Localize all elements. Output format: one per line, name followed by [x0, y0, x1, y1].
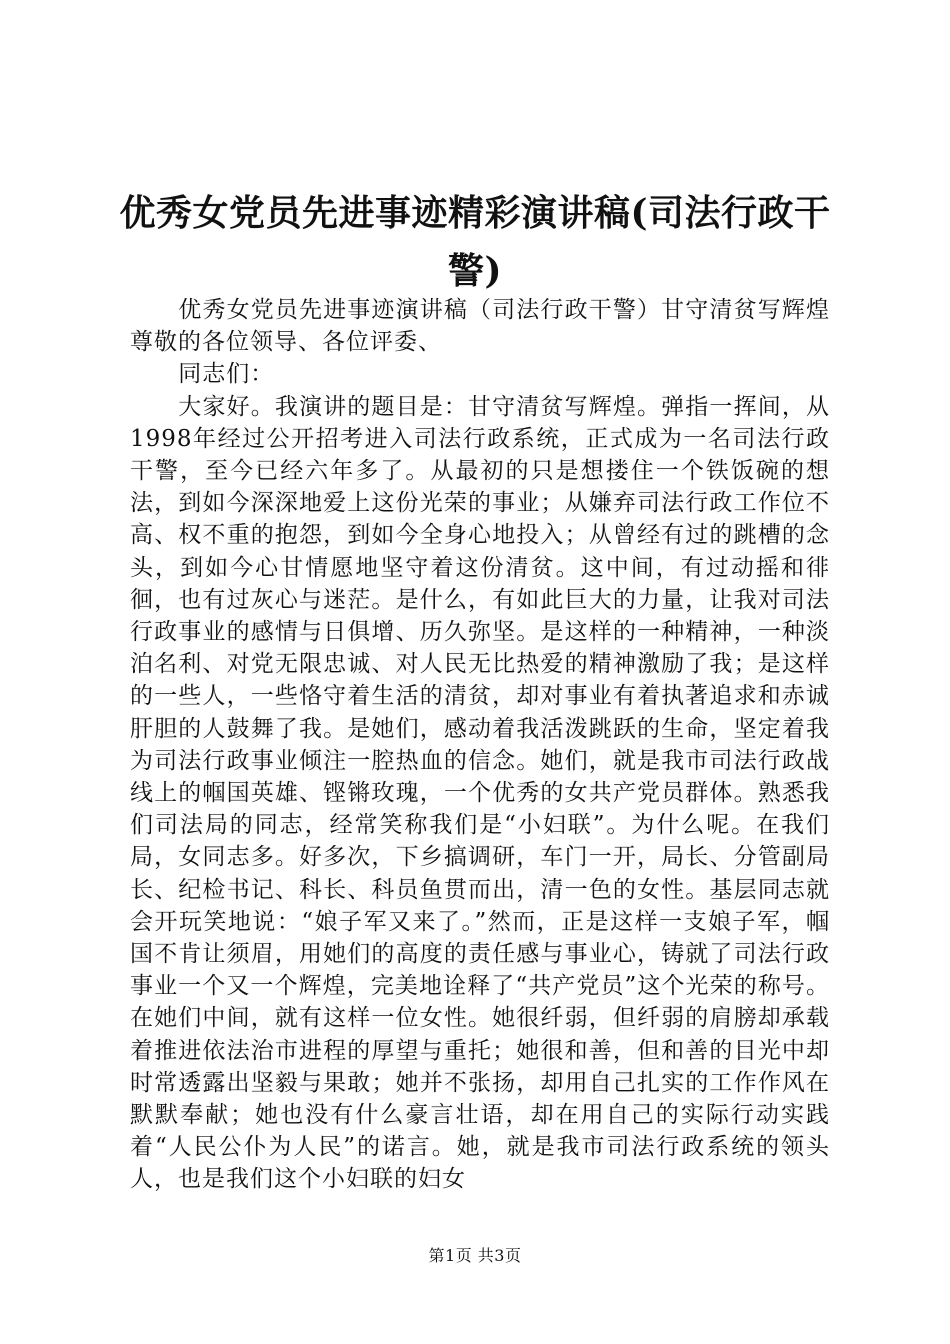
page-number-footer: 第1页 共3页 [428, 1246, 522, 1265]
paragraph-intro: 优秀女党员先进事迹演讲稿（司法行政干警）甘守清贫写辉煌尊敬的各位领导、各位评委、 [130, 297, 830, 356]
paragraph-main: 大家好。我演讲的题目是：甘守清贫写辉煌。弹指一挥间，从1998年经过公开招考进入司法行政系统，正式成为一名司法行政干警，至今已经六年多了。从最初的只是想搂住一个铁饭碗的想法，到如今深深地爱上这份光荣的事业；从嫌弃司法行政工作位不高、权不重的抱怨，到如今全身心地投入；从曾经有过的跳槽的念头，到如今心甘情愿地坚守着这份清贫。这中间，有过动摇和徘徊，也有过灰心与迷茫。是什么，有如此巨大的力量，让我对司法行政事业的感情与日俱增、历久弥坚。是这样的一种精神，一种淡泊名利、对党无限忠诚、对人民无比热爱的精神激励了我；是这样的一些人，一些恪守着生活的清贫，却对事业有着执著追求和赤诚肝胆的人鼓舞了我。是她们，感动着我活泼跳跃的生命，坚定着我为司法行政事业倾注一腔热血的信念。她们，就是我市司法行政战线上的帼国英雄、铿锵玫瑰，一个优秀的女共产党员群体。熟悉我们司法局的同志，经常笑称我们是“小妇联”。为什么呢。在我们局，女同志多。好多次，下乡搞调研，车门一开，局长、分管副局长、纪检书记、科长、科员鱼贯而出，清一色的女性。基层同志就会开玩笑地说：“娘子军又来了。”然而，正是这样一支娘子军，帼国不肯让须眉，用她们的高度的责任感与事业心，铸就了司法行政事业一个又一个辉煌，完美地诠释了“共产党员”这个光荣的称号。在她们中间，就有这样一位女性。她很纤弱，但纤弱的肩膀却承载着推进依法治市进程的厚望与重托；她很和善，但和善的目光中却时常透露出坚毅与果敢；她并不张扬，却用自己扎实的工作作风在默默奉献；她也没有什么豪言壮语，却在用自己的实际行动实践着“人民公仆为人民”的诺言。她，就是我市司法行政系统的领头人，也是我们这个小妇联的妇女 [130, 393, 830, 1193]
document-title: 优秀女党员先进事迹精彩演讲稿(司法行政干警) [119, 192, 831, 292]
document-body [130, 294, 830, 1196]
paragraph-salutation: 同志们： [178, 361, 275, 388]
